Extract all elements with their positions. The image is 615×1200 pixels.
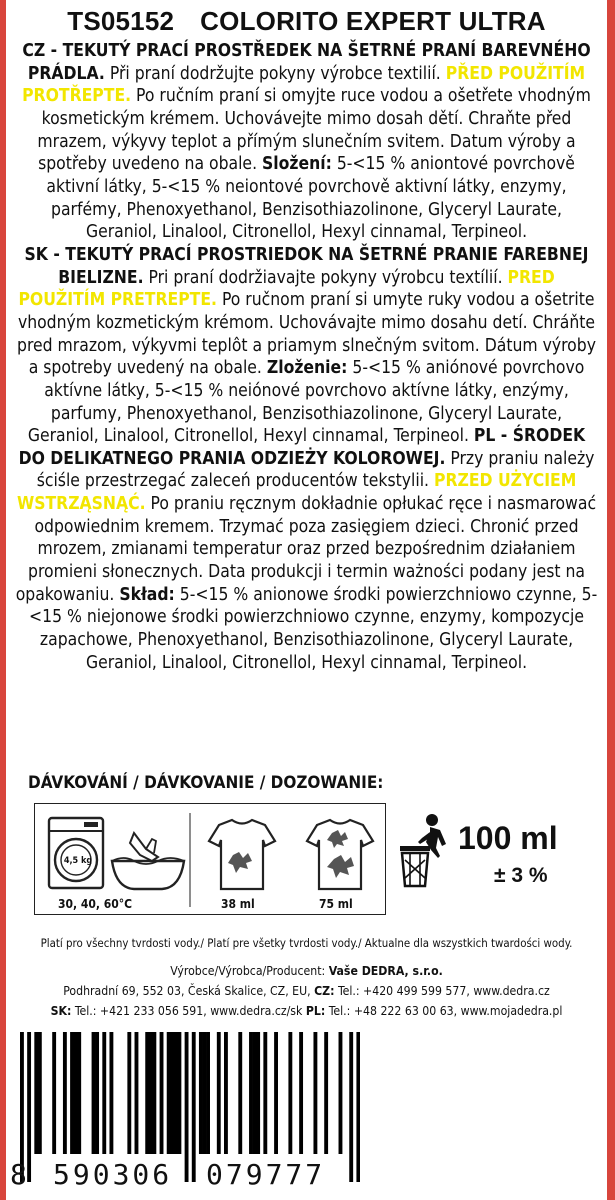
barcode-bar bbox=[70, 1032, 74, 1154]
cap-tolerance: ± 3 % bbox=[494, 864, 548, 887]
heavy-soil-dose: 75 ml bbox=[319, 897, 353, 911]
barcode-bar bbox=[167, 1032, 171, 1154]
barcode-bar bbox=[149, 1032, 153, 1154]
label-title bbox=[6, 6, 607, 37]
barcode-bar bbox=[109, 1032, 113, 1154]
barcode-bar bbox=[174, 1032, 178, 1154]
barcode-bar bbox=[249, 1032, 253, 1154]
pl-text-1: Przy praniu należy ściśle przestrzegać zaleceń producentów tekstylii. bbox=[36, 448, 595, 492]
hand-wash-icon bbox=[112, 833, 184, 889]
sk-heading: SK - TEKUTÝ PRACÍ PROSTRIEDOK NA ŠETRNÉ PRANIE FAREBNEJ BIELIZNE. bbox=[24, 244, 589, 288]
barcode-bar bbox=[253, 1032, 257, 1154]
barcode-bar bbox=[203, 1032, 207, 1154]
pl-composition-label: Skład: bbox=[119, 584, 175, 605]
barcode-bar bbox=[288, 1032, 292, 1154]
barcode-bar bbox=[324, 1032, 328, 1154]
cz-contact-label: CZ: bbox=[314, 984, 335, 998]
barcode-bar bbox=[339, 1032, 343, 1154]
barcode-bar bbox=[34, 1032, 38, 1154]
barcode-bar bbox=[52, 1032, 56, 1154]
label-text bbox=[14, 40, 599, 674]
pl-shake-warning: PRZED UŻYCIEM WSTRZĄSNĄĆ. bbox=[16, 471, 577, 515]
barcode-right-digits: 079777 bbox=[206, 1158, 326, 1191]
barcode-bar bbox=[102, 1032, 106, 1154]
barcode-bar bbox=[135, 1032, 139, 1154]
cz-text-1: Při praní dodržujte pokyny výrobce textilií. bbox=[104, 63, 446, 84]
barcode-bar bbox=[63, 1032, 67, 1154]
producer-label: Výrobce/Výrobca/Producent: bbox=[170, 964, 329, 978]
barcode-bar bbox=[160, 1032, 164, 1154]
cz-text-2: Po ručním praní si omyjte ruce vodou a ošetřete vhodným kosmetickým krémem. Uchovávejte mimo dosah dětí. Chraňte před mrazem, výkyvy teplot a přímým slunečním svitem. Datum výroby a spotřeby uvedeno na obale. bbox=[37, 86, 591, 175]
sk-contact: Tel.: +421 233 056 591, www.dedra.cz/sk bbox=[71, 1004, 306, 1018]
barcode-first-digit: 8 bbox=[10, 1158, 30, 1191]
barcode-bar bbox=[238, 1032, 242, 1154]
pl-contact: Tel.: +48 222 63 00 63, www.mojadedra.pl bbox=[325, 1004, 563, 1018]
product-name: COLORITO EXPERT ULTRA bbox=[200, 6, 546, 36]
barcode-bar bbox=[145, 1032, 149, 1154]
barcode-bar bbox=[95, 1032, 99, 1154]
barcode-bar bbox=[127, 1032, 131, 1154]
barcode-bar bbox=[206, 1032, 210, 1154]
producer-contacts-line bbox=[6, 1004, 607, 1018]
producer-name: Vaše DEDRA, s.r.o. bbox=[328, 964, 443, 978]
cz-composition: 5-<15 % aniontové povrchově aktivní látky, 5-<15 % neiontové povrchově aktivní látky, enzymy, parfémy, Phenoxyethanol, Benzisothiazolinone, Glyceryl Laurate, Geraniol, Linalool, Citronellol, Hexyl cinnamal, Terpineol. bbox=[46, 154, 575, 243]
dispose-in-bin-icon bbox=[400, 812, 454, 888]
barcode-bar bbox=[192, 1032, 196, 1182]
cz-composition-label: Složení: bbox=[262, 154, 332, 175]
barcode-bar bbox=[256, 1032, 260, 1154]
pl-contact-label: PL: bbox=[305, 1004, 326, 1018]
barcode-bar bbox=[199, 1032, 203, 1154]
barcode-bar bbox=[263, 1032, 267, 1154]
cz-shake-warning: PŘED POUŽITÍM PROTŘEPTE. bbox=[22, 63, 586, 107]
barcode-bar bbox=[356, 1032, 360, 1182]
sk-shake-warning: PRED POUŽITÍM PRETREPTE. bbox=[18, 267, 555, 311]
light-soiled-shirt-icon bbox=[209, 820, 275, 889]
cz-contact: Tel.: +420 499 599 577, www.dedra.cz bbox=[334, 984, 550, 998]
machine-load: 4,5 kg bbox=[63, 856, 93, 866]
sk-contact-label: SK: bbox=[50, 1004, 72, 1018]
pl-text-2: Po praniu ręcznym dokładnie opłukać ręce i nasmarować odpowiednim kremem. Trzymać poza zasięgiem dzieci. Chronić przed mrozem, zmianami temperatur oraz przed bezpośrednim działaniem promieni słonecznych. Data produkcji i termin ważności podany jest na opakowaniu. bbox=[15, 494, 597, 605]
barcode-bar bbox=[77, 1032, 81, 1154]
sk-composition-label: Zloženie: bbox=[266, 358, 348, 379]
product-code: TS05152 bbox=[67, 6, 175, 36]
barcode-bar bbox=[152, 1032, 156, 1154]
barcode-bar bbox=[38, 1032, 42, 1154]
barcode-bar bbox=[185, 1032, 189, 1182]
barcode-bar bbox=[217, 1032, 221, 1154]
wash-temperatures: 30, 40, 60°C bbox=[58, 897, 133, 911]
barcode-bar bbox=[224, 1032, 228, 1154]
barcode-bar bbox=[349, 1032, 353, 1182]
sk-text-1: Pri praní dodržiavajte pokyny výrobcu textílií. bbox=[143, 267, 508, 288]
product-label bbox=[6, 0, 607, 1200]
barcode-left-digits: 590306 bbox=[53, 1158, 173, 1191]
cap-volume: 100 ml bbox=[458, 820, 558, 856]
barcode-bar bbox=[177, 1032, 181, 1154]
heavy-soiled-shirt-icon bbox=[307, 820, 373, 889]
pl-composition: 5-<15 % anionowe środki powierzchniowo czynne, 5-<15 % niejonowe środki powierzchniowo czynne, enzymy, kompozycje zapachowe, Phenoxyethanol, Benzisothiazolinone, Glyceryl Laurate, Geraniol, Linalool, Citronellol, Hexyl cinnamal, Terpineol. bbox=[29, 584, 598, 673]
pl-heading: PL - ŚRODEK DO DELIKATNEGO PRANIA ODZIEŻY KOLOROWEJ. bbox=[18, 426, 586, 469]
producer-address: Podhradní 69, 552 03, Česká Skalice, CZ, EU, bbox=[63, 984, 315, 998]
barcode-bar bbox=[299, 1032, 303, 1154]
light-soil-dose: 38 ml bbox=[221, 897, 255, 911]
sk-composition: 5-<15 % aniónové povrchovo aktívne látky, 5-<15 % neiónové povrchovo aktívne látky, enzýmy, parfumy, Phenoxyethanol, Benzisothiazolinone, Glyceryl Laurate, Geraniol, Linalool, Citronellol, Hexyl cinnamal, Terpineol. bbox=[27, 358, 585, 447]
barcode-bar bbox=[274, 1032, 278, 1154]
barcode-bar bbox=[170, 1032, 174, 1154]
barcode-bar bbox=[92, 1032, 96, 1154]
water-hardness-note: Platí pro všechny tvrdosti vody./ Platí pre všetky tvrdosti vody./ Aktualne dla wszystkich twardości wody. bbox=[40, 936, 573, 950]
producer-address-line bbox=[6, 984, 607, 998]
barcode-bar bbox=[74, 1032, 78, 1154]
sk-text-2: Po ručnom praní si umyte ruky vodou a ošetrite vhodným kozmetickým krémom. Uchovávajte mimo dosahu detí. Chráňte pred mrazom, výkyvmi teplôt a priamym slnečným svitom. Dátum výroby a spotreby uvedený na obale. bbox=[17, 290, 596, 379]
cz-heading: CZ - TEKUTÝ PRACÍ PROSTŘEDEK NA ŠETRNÉ PRANÍ BAREVNÉHO PRÁDLA. bbox=[22, 41, 591, 84]
barcode-bar bbox=[313, 1032, 317, 1154]
dosing-title: DÁVKOVÁNÍ / DÁVKOVANIE / DOZOWANIE: bbox=[28, 773, 384, 793]
producer-line bbox=[6, 964, 607, 978]
